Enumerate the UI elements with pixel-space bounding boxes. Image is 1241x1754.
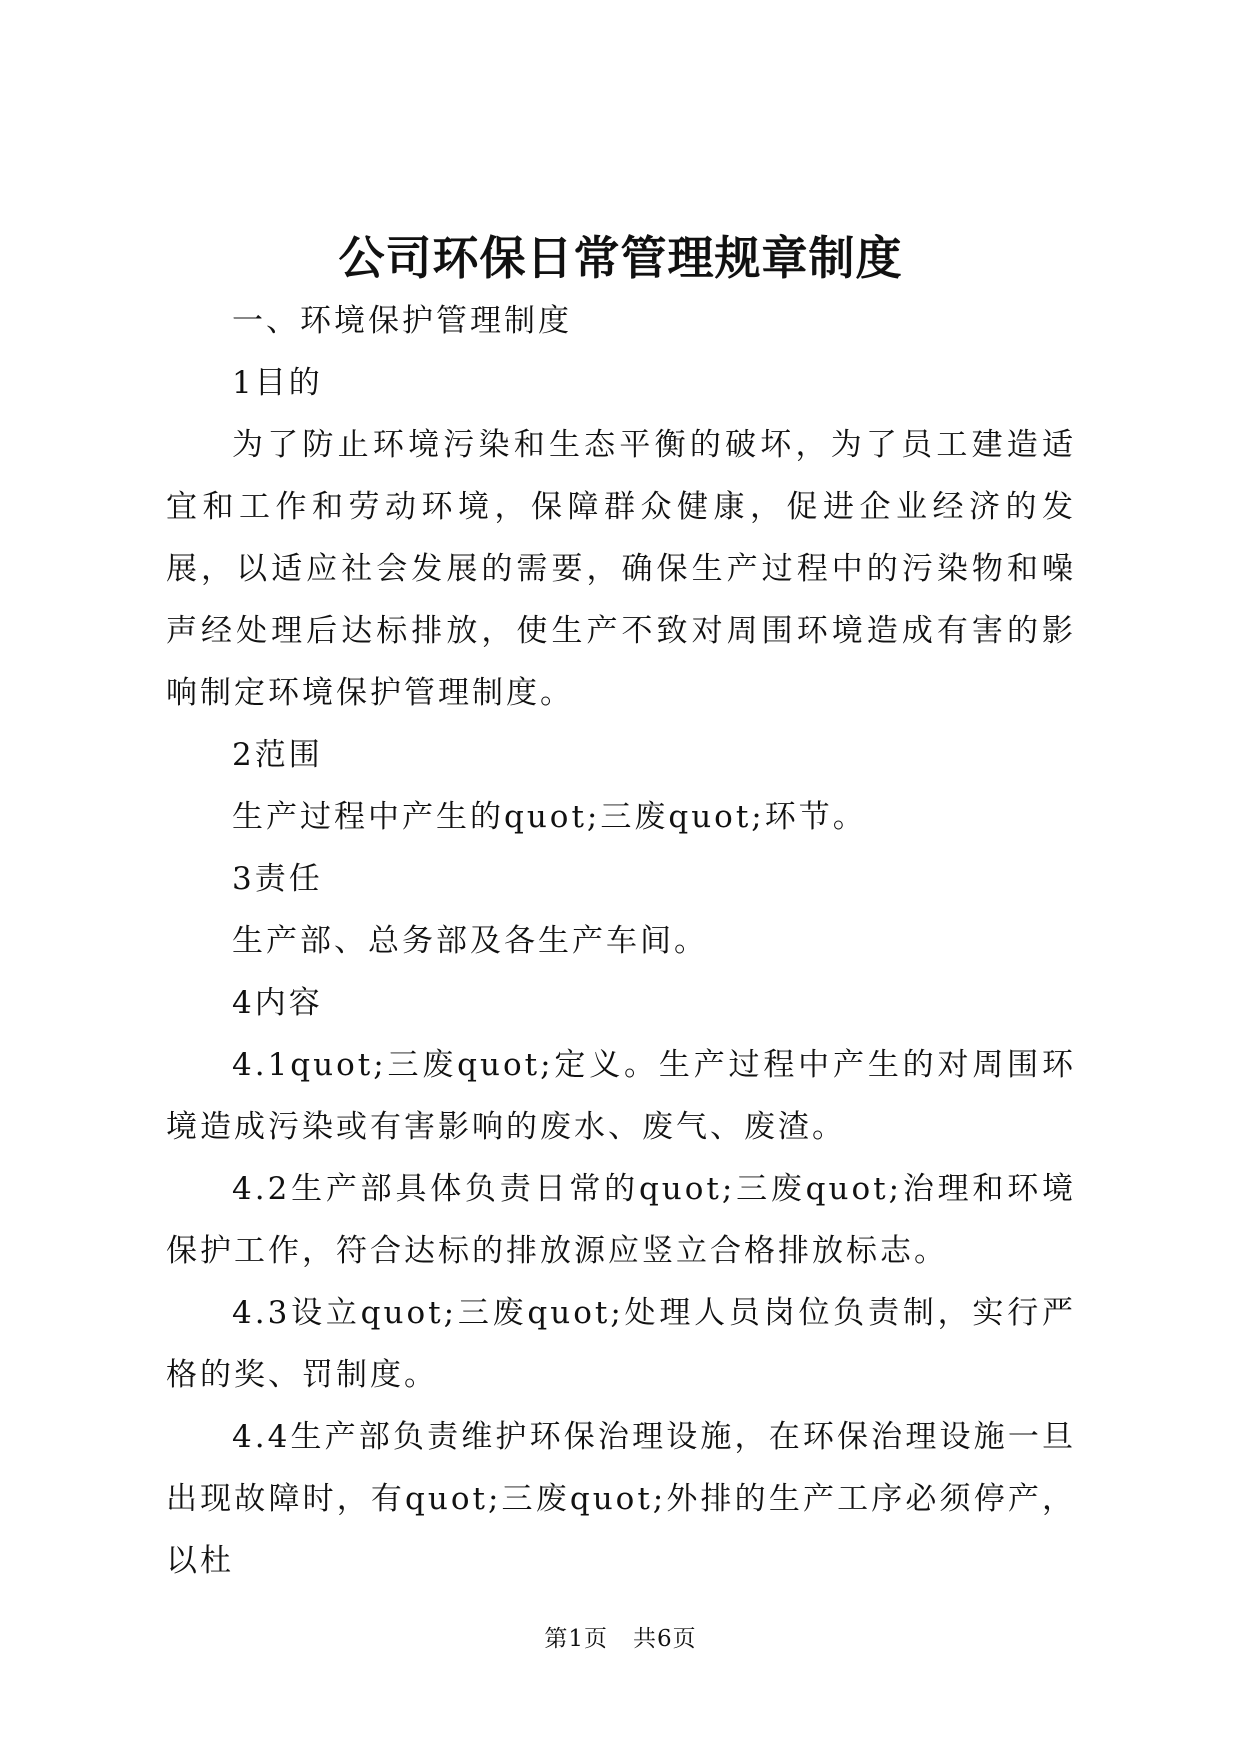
- document-title: 公司环保日常管理规章制度: [338, 231, 903, 285]
- paragraph-4-4: 4.4生产部负责维护环保治理设施，在环保治理设施一旦出现故障时，有quot;三废quot;外排的生产工序必须停产，以杜: [166, 1419, 1076, 1579]
- paragraph-purpose: 为了防止环境污染和生态平衡的破坏，为了员工建造适宜和工作和劳动环境，保障群众健康，促进企业经济的发展，以适应社会发展的需要，确保生产过程中的污染物和噪声经处理后达标排放，使生产不致对周围环境造成有害的影响制定环境保护管理制度。: [166, 427, 1076, 711]
- paragraph-responsibility: 生产部、总务部及各生产车间。: [232, 923, 708, 959]
- page-number-current: 第1页: [544, 1626, 609, 1652]
- heading-responsibility: 3责任: [232, 861, 323, 897]
- page-footer: [0, 1620, 1241, 1653]
- section-heading-environment: 一、环境保护管理制度: [232, 303, 572, 339]
- paragraph-scope: 生产过程中产生的quot;三废quot;环节。: [232, 799, 867, 835]
- paragraph-4-2: 4.2生产部具体负责日常的quot;三废quot;治理和环境保护工作，符合达标的排放源应竖立合格排放标志。: [166, 1171, 1076, 1269]
- heading-purpose: 1目的: [232, 365, 323, 401]
- document-body: [166, 290, 1076, 1592]
- page-number-total: 共6页: [632, 1626, 697, 1652]
- heading-scope: 2范围: [232, 737, 323, 773]
- paragraph-4-1: 4.1quot;三废quot;定义。生产过程中产生的对周围环境造成污染或有害影响的废水、废气、废渣。: [166, 1047, 1076, 1145]
- paragraph-4-3: 4.3设立quot;三废quot;处理人员岗位负责制，实行严格的奖、罚制度。: [166, 1295, 1076, 1393]
- heading-content: 4内容: [232, 985, 323, 1021]
